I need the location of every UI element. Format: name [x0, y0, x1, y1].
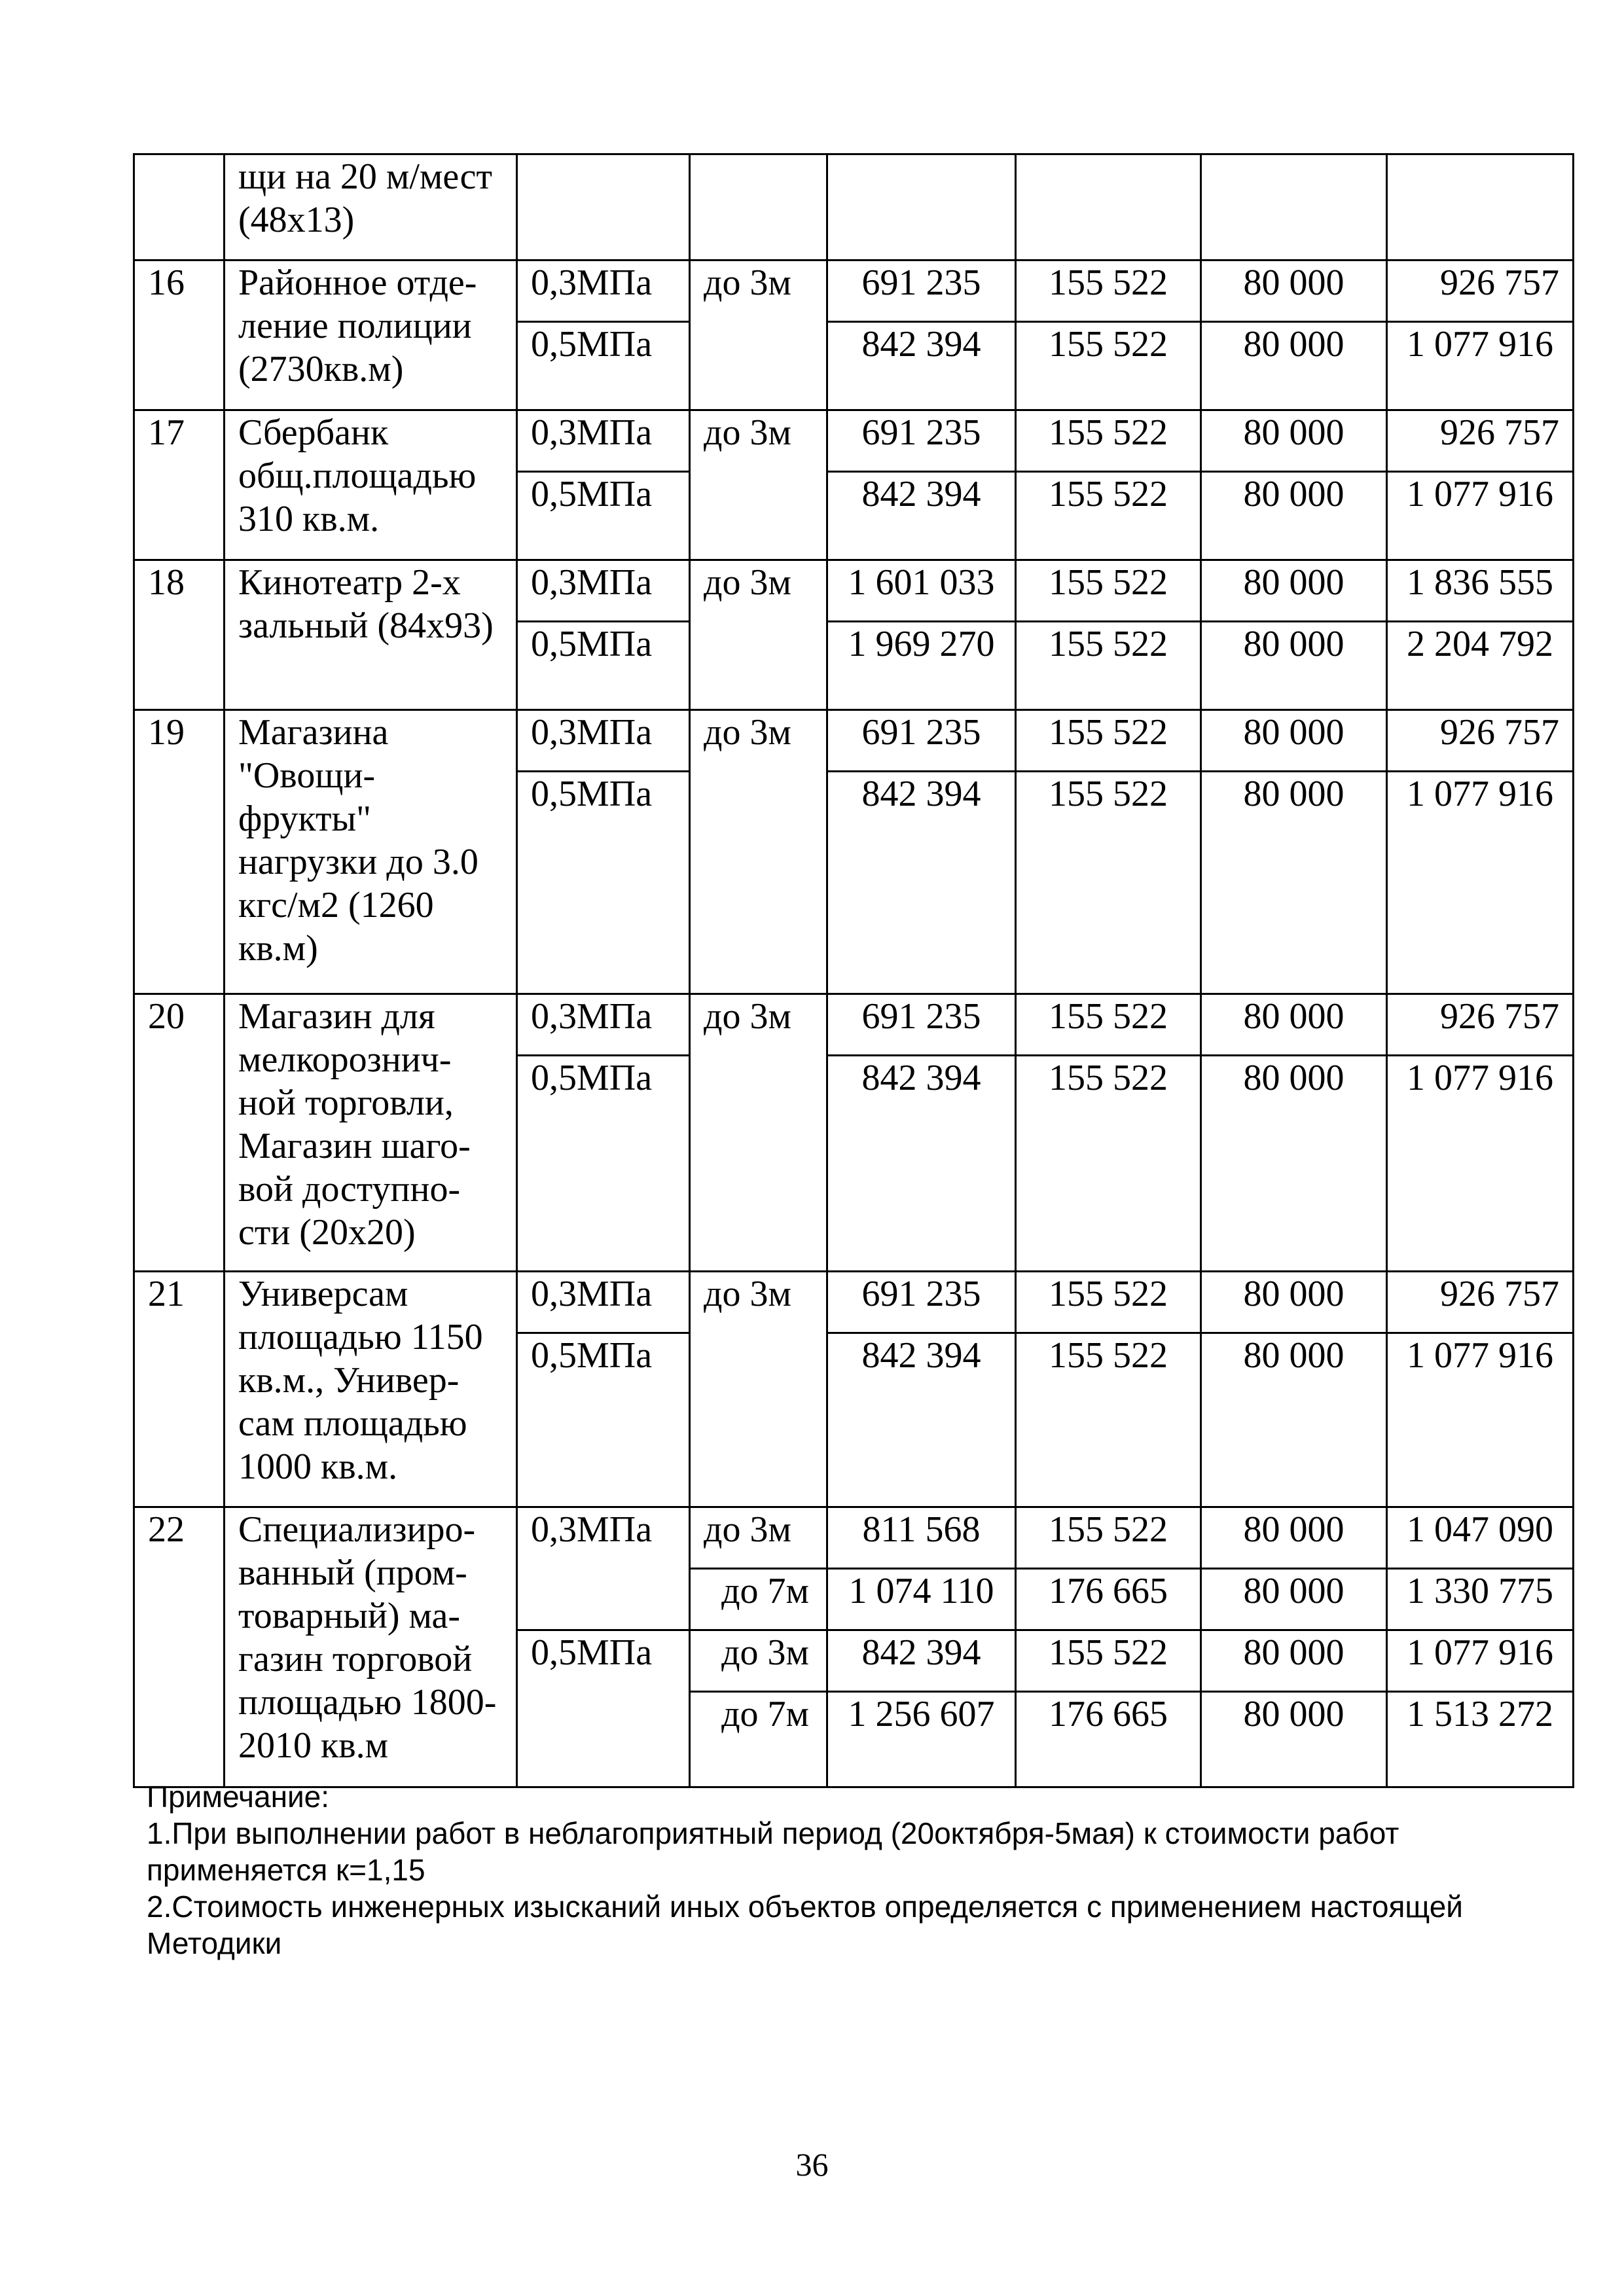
total-cell: 1 077 916 — [1387, 472, 1574, 560]
cost-cell: 80 000 — [1201, 260, 1387, 322]
table-row — [134, 994, 1574, 1056]
cost-cell: 80 000 — [1201, 560, 1387, 622]
cost-cell: 80 000 — [1201, 1333, 1387, 1507]
depth-cell: до 7м — [690, 1692, 827, 1787]
total-cell: 926 757 — [1387, 410, 1574, 472]
table-row — [134, 154, 1574, 260]
cost-cell: 80 000 — [1201, 1507, 1387, 1569]
cost-cell: 176 665 — [1016, 1692, 1201, 1787]
total-cell: 926 757 — [1387, 994, 1574, 1056]
depth-cell: до 3м — [690, 560, 827, 710]
row-number: 21 — [134, 1272, 225, 1507]
pressure-cell: 0,5МПа — [517, 1630, 690, 1787]
note-block — [147, 1778, 1567, 1962]
total-cell: 1 077 916 — [1387, 322, 1574, 410]
object-name: Сбербанк общ.площадью 310 кв.м. — [225, 410, 517, 560]
table-row — [134, 260, 1574, 322]
page-number: 36 — [795, 2146, 829, 2183]
cost-cell: 691 235 — [827, 710, 1016, 772]
table-row — [134, 410, 1574, 472]
cost-cell: 155 522 — [1016, 260, 1201, 322]
total-cell: 1 077 916 — [1387, 772, 1574, 994]
row-number: 17 — [134, 410, 225, 560]
cost-cell: 691 235 — [827, 1272, 1016, 1333]
pressure-cell: 0,5МПа — [517, 1056, 690, 1272]
table-row — [134, 710, 1574, 772]
cost-cell: 80 000 — [1201, 1056, 1387, 1272]
cost-cell: 155 522 — [1016, 560, 1201, 622]
pressure-cell: 0,5МПа — [517, 1333, 690, 1507]
table-row — [134, 1507, 1574, 1569]
pressure-cell: 0,3МПа — [517, 994, 690, 1056]
row-number — [134, 154, 225, 260]
depth-cell: до 3м — [690, 1630, 827, 1692]
pressure-cell: 0,3МПа — [517, 260, 690, 322]
depth-cell: до 3м — [690, 1507, 827, 1569]
row-number: 22 — [134, 1507, 225, 1787]
total-cell: 1 047 090 — [1387, 1507, 1574, 1569]
cost-cell: 80 000 — [1201, 322, 1387, 410]
cost-cell: 691 235 — [827, 994, 1016, 1056]
cost-cell: 155 522 — [1016, 622, 1201, 710]
total-cell: 1 077 916 — [1387, 1056, 1574, 1272]
cost-cell: 80 000 — [1201, 1569, 1387, 1630]
pressure-cell: 0,5МПа — [517, 622, 690, 710]
depth-cell: до 3м — [690, 1272, 827, 1507]
cost-cell: 1 969 270 — [827, 622, 1016, 710]
pressure-cell: 0,5МПа — [517, 472, 690, 560]
cost-cell: 80 000 — [1201, 410, 1387, 472]
table-row — [134, 560, 1574, 622]
cost-cell: 80 000 — [1201, 994, 1387, 1056]
cost-cell: 80 000 — [1201, 472, 1387, 560]
total-cell: 926 757 — [1387, 710, 1574, 772]
pressure-cell: 0,3МПа — [517, 410, 690, 472]
row-number: 18 — [134, 560, 225, 710]
cost-cell: 80 000 — [1201, 1272, 1387, 1333]
cost-cell: 1 074 110 — [827, 1569, 1016, 1630]
cost-cell: 80 000 — [1201, 622, 1387, 710]
cost-cell: 691 235 — [827, 260, 1016, 322]
pressure-cell: 0,3МПа — [517, 560, 690, 622]
total-cell: 1 330 775 — [1387, 1569, 1574, 1630]
cost-cell: 155 522 — [1016, 994, 1201, 1056]
cost-cell: 155 522 — [1016, 410, 1201, 472]
depth-cell: до 3м — [690, 994, 827, 1272]
cost-cell: 155 522 — [1016, 1056, 1201, 1272]
object-name: Специализиро-ванный (пром-товарный) ма-газин торговой площадью 1800-2010 кв.м — [225, 1507, 517, 1787]
object-name: Магазин для мелкорознич-ной торговли, Магазин шаго-вой доступно-сти (20х20) — [225, 994, 517, 1272]
depth-cell: до 3м — [690, 260, 827, 410]
cost-cell: 1 256 607 — [827, 1692, 1016, 1787]
cost-cell: 842 394 — [827, 1630, 1016, 1692]
pressure-cell: 0,5МПа — [517, 772, 690, 994]
cost-cell: 811 568 — [827, 1507, 1016, 1569]
cost-cell: 842 394 — [827, 1056, 1016, 1272]
total-cell: 1 513 272 — [1387, 1692, 1574, 1787]
row-number: 20 — [134, 994, 225, 1272]
row-number: 16 — [134, 260, 225, 410]
cost-cell: 155 522 — [1016, 1630, 1201, 1692]
pressure-cell: 0,3МПа — [517, 710, 690, 772]
cost-table — [133, 153, 1574, 1788]
cost-cell: 80 000 — [1201, 1692, 1387, 1787]
object-name: Кинотеатр 2-х зальный (84х93) — [225, 560, 517, 710]
cost-cell: 80 000 — [1201, 710, 1387, 772]
cost-cell: 842 394 — [827, 1333, 1016, 1507]
total-cell: 926 757 — [1387, 260, 1574, 322]
row-number: 19 — [134, 710, 225, 994]
total-cell: 1 077 916 — [1387, 1333, 1574, 1507]
cost-cell: 155 522 — [1016, 322, 1201, 410]
depth-cell: до 7м — [690, 1569, 827, 1630]
cost-cell: 691 235 — [827, 410, 1016, 472]
pressure-cell: 0,5МПа — [517, 322, 690, 410]
object-name: Магазина "Овощи-фрукты" нагрузки до 3.0 кгс/м2 (1260 кв.м) — [225, 710, 517, 994]
cost-cell: 176 665 — [1016, 1569, 1201, 1630]
cost-cell: 155 522 — [1016, 1272, 1201, 1333]
cost-cell: 80 000 — [1201, 772, 1387, 994]
cost-cell: 842 394 — [827, 772, 1016, 994]
note-line-2: 2.Стоимость инженерных изысканий иных объектов определяется с применением настоящей Методики — [147, 1890, 1471, 1960]
cost-cell: 155 522 — [1016, 772, 1201, 994]
table-row — [134, 1272, 1574, 1333]
cost-cell: 80 000 — [1201, 1630, 1387, 1692]
pressure-cell: 0,3МПа — [517, 1507, 690, 1630]
cost-cell: 155 522 — [1016, 1507, 1201, 1569]
object-name: Районное отде-ление полиции (2730кв.м) — [225, 260, 517, 410]
depth-cell: до 3м — [690, 710, 827, 994]
cost-cell: 155 522 — [1016, 472, 1201, 560]
cost-cell: 155 522 — [1016, 710, 1201, 772]
pressure-cell: 0,3МПа — [517, 1272, 690, 1333]
cost-cell: 842 394 — [827, 472, 1016, 560]
note-title: Примечание: — [147, 1780, 330, 1814]
depth-cell: до 3м — [690, 410, 827, 560]
total-cell: 2 204 792 — [1387, 622, 1574, 710]
cost-cell: 155 522 — [1016, 1333, 1201, 1507]
cost-cell: 842 394 — [827, 322, 1016, 410]
total-cell: 1 836 555 — [1387, 560, 1574, 622]
object-name: щи на 20 м/мест (48х13) — [225, 154, 517, 260]
note-line-1: 1.При выполнении работ в неблагоприятный период (20октября-5мая) к стоимости работ применяется к=1,15 — [147, 1816, 1408, 1887]
object-name: Универсам площадью 1150 кв.м., Универ-сам площадью 1000 кв.м. — [225, 1272, 517, 1507]
total-cell: 1 077 916 — [1387, 1630, 1574, 1692]
total-cell: 926 757 — [1387, 1272, 1574, 1333]
cost-cell: 1 601 033 — [827, 560, 1016, 622]
